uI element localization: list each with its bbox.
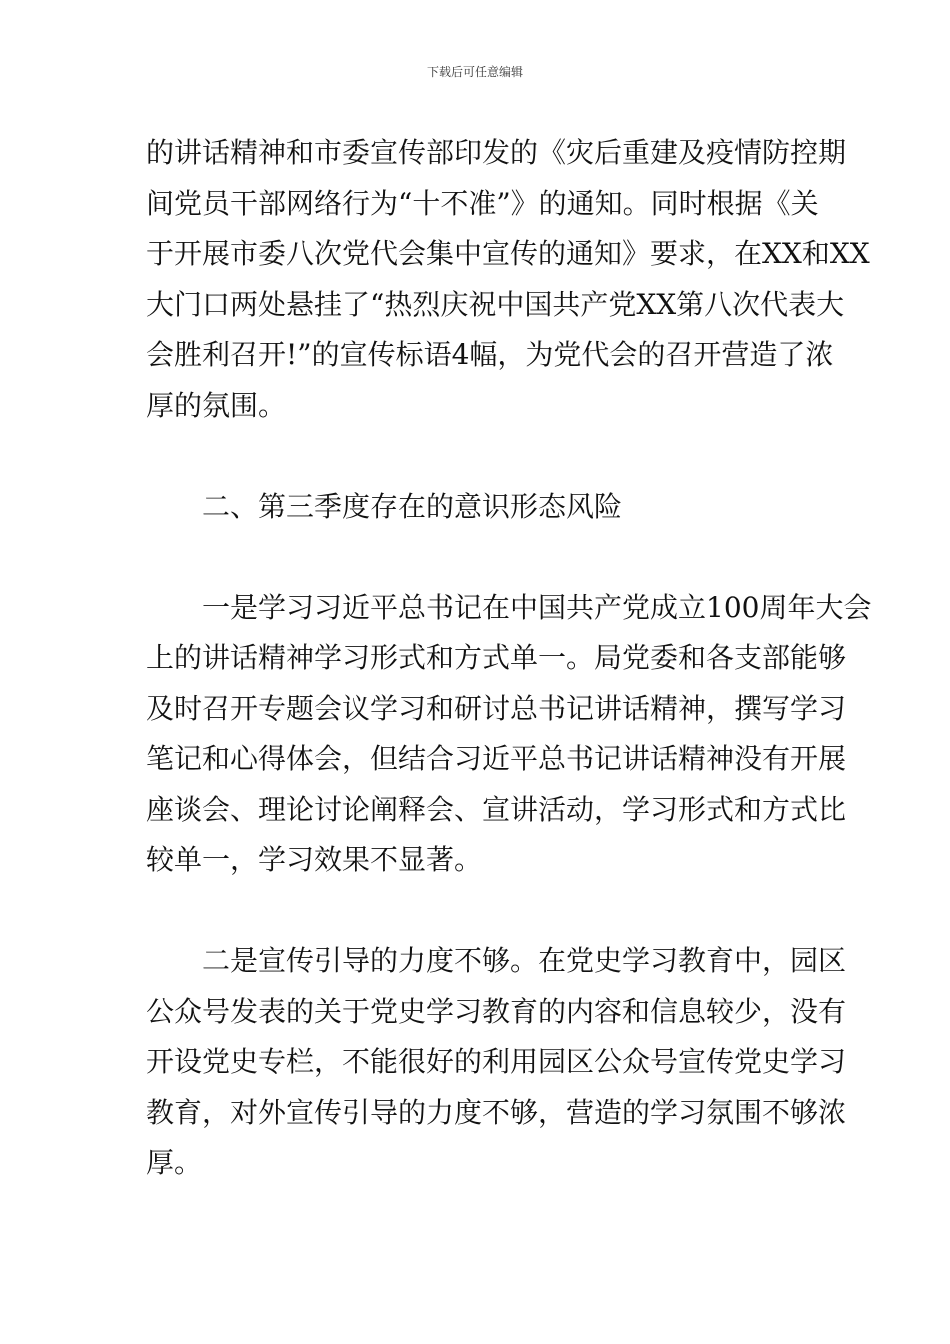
text-line: 的讲话精神和市委宣传部印发的《灾后重建及疫情防控期 bbox=[146, 136, 847, 169]
text-line: 笔记和心得体会，但结合习近平总书记讲话精神没有开展 bbox=[146, 742, 847, 775]
text-line: 会胜利召开!”的宣传标语4幅，为党代会的召开营造了浓 bbox=[146, 338, 834, 371]
text-line: 厚的氛围。 bbox=[146, 388, 287, 422]
text-line: 教育，对外宣传引导的力度不够，营造的学习氛围不够浓 bbox=[146, 1095, 847, 1129]
paragraph-continuation bbox=[146, 128, 870, 431]
text-line: 公众号发表的关于党史学习教育的内容和信息较少，没有 bbox=[146, 994, 847, 1028]
text-line: 较单一，学习效果不显著。 bbox=[146, 843, 483, 876]
text-line: 二是宣传引导的力度不够。在党史学习教育中，园区 bbox=[202, 944, 847, 977]
text-line: 间党员干部网络行为“十不准”》的通知。同时根据《关 bbox=[146, 186, 819, 220]
document-body bbox=[146, 128, 872, 1189]
text-line: 及时召开专题会议学习和研讨总书记讲话精神，撰写学习 bbox=[146, 691, 847, 725]
text-line: 开设党史专栏，不能很好的利用园区公众号宣传党史学习 bbox=[146, 1045, 847, 1078]
page-header-note: 下载后可任意编辑 bbox=[426, 65, 523, 79]
paragraph-risk-two bbox=[146, 936, 847, 1189]
text-line: 厚。 bbox=[146, 1146, 203, 1179]
text-line: 上的讲话精神学习形式和方式单一。局党委和各支部能够 bbox=[146, 641, 847, 674]
text-line: 座谈会、理论讨论阐释会、宣讲活动，学习形式和方式比 bbox=[146, 792, 847, 826]
text-line: 一是学习习近平总书记在中国共产党成立100周年大会 bbox=[202, 590, 872, 624]
text-line: 于开展市委八次党代会集中宣传的通知》要求，在XX和XX bbox=[146, 237, 870, 270]
paragraph-risk-one bbox=[146, 583, 872, 886]
text-line: 大门口两处悬挂了“热烈庆祝中国共产党XX第八次代表大 bbox=[146, 287, 845, 321]
section-heading-text: 二、第三季度存在的意识形态风险 bbox=[202, 489, 623, 523]
section-heading bbox=[146, 482, 808, 533]
